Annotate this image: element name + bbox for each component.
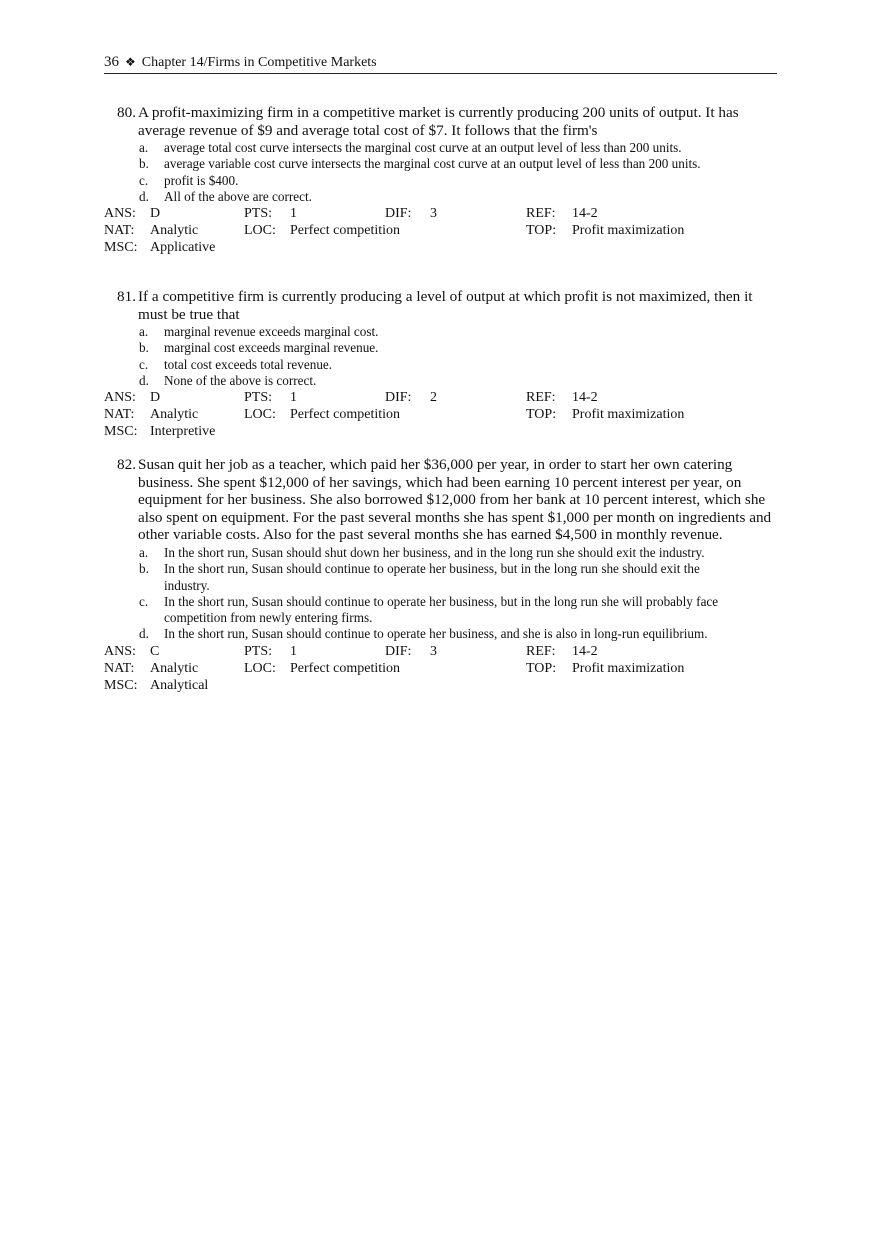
loc-value: Perfect competition [290,407,401,423]
choice-letter: b. [139,340,149,356]
ans-label: ANS: [104,643,136,659]
question-stem [104,456,776,544]
choice-a [104,324,776,340]
dif-label: DIF: [385,206,412,222]
choice-text: None of the above is correct. [164,373,317,389]
meta-row-1 [104,643,776,660]
choice-c [104,357,776,373]
pts-label: PTS: [244,206,273,222]
choice-c [104,173,776,189]
answer-choices [104,545,776,643]
dif-value: 3 [430,643,437,659]
choice-text: marginal cost exceeds marginal revenue. [164,340,379,356]
question-metadata [104,643,776,694]
meta-row-3 [104,239,776,256]
meta-row-1 [104,205,776,222]
choice-letter: a. [139,140,149,156]
question-stem [104,104,776,139]
loc-label: LOC: [244,660,276,676]
choice-d [104,626,776,642]
ref-label: REF: [526,643,556,659]
question-metadata [104,205,776,256]
choice-text: In the short run, Susan should continue to operate her business, and she is also in long-run equilibrium. [164,626,708,642]
ans-label: ANS: [104,206,136,222]
pts-value: 1 [290,643,297,659]
choice-d [104,189,776,205]
question-82 [104,456,776,694]
nat-value: Analytic [150,223,199,239]
loc-value: Perfect competition [290,660,401,676]
pts-label: PTS: [244,643,273,659]
choice-d [104,373,776,389]
ref-label: REF: [526,206,556,222]
page-number: 36 [104,54,119,70]
top-value: Profit maximization [572,407,685,423]
ans-value: D [150,206,161,222]
question-number: 82. [117,456,136,473]
question-text: Susan quit her job as a teacher, which paid her $36,000 per year, in order to start her own catering business. She spent $12,000 of her savings, which had been earning 10 percent interest per year, on equipment for her business. She also borrowed $12,000 from her bank at 10 percent interest, which she also spent on equipment. For the past several months she has spent $1,000 per month on ingredients and other variable costs. Also for the past several months she has earned $4,500 in monthly revenue. [138,456,772,544]
ans-value: C [150,643,160,659]
diamond-separator-icon: ❖ [125,55,136,69]
meta-row-3 [104,423,776,440]
choice-text: profit is $400. [164,172,239,188]
ref-label: REF: [526,390,556,406]
choice-letter: d. [139,189,149,205]
question-metadata [104,389,776,440]
choice-letter: b. [139,156,149,172]
choice-letter: c. [139,356,149,372]
choice-letter: d. [139,373,149,389]
choice-letter: a. [139,324,149,340]
choice-text: total cost exceeds total revenue. [164,356,333,372]
choice-text: In the short run, Susan should continue to operate her business, but in the long run she will probably face competition from newly entering firms. [164,593,719,626]
pts-value: 1 [290,390,297,406]
choice-b [104,340,776,356]
msc-value: Applicative [150,240,216,256]
choice-c [104,594,776,627]
msc-value: Interpretive [150,424,216,440]
choice-text: average total cost curve intersects the marginal cost curve at an output level of less than 200 units. [164,140,682,156]
top-label: TOP: [526,223,557,239]
ref-value: 14-2 [572,390,598,406]
choice-a [104,545,776,561]
nat-value: Analytic [150,660,199,676]
question-number: 80. [117,104,136,121]
top-label: TOP: [526,407,557,423]
meta-row-2 [104,660,776,677]
ans-label: ANS: [104,390,136,406]
pts-label: PTS: [244,390,273,406]
choice-text: marginal revenue exceeds marginal cost. [164,324,379,340]
meta-row-1 [104,389,776,406]
top-value: Profit maximization [572,223,685,239]
choice-text: All of the above are correct. [164,189,312,205]
ref-value: 14-2 [572,206,598,222]
choice-text: In the short run, Susan should shut down her business, and in the long run she should exit the industry. [164,544,705,560]
choice-b [104,156,776,172]
dif-label: DIF: [385,643,412,659]
choice-letter: d. [139,626,149,642]
question-text: A profit-maximizing firm in a competitive market is currently producing 200 units of output. It has average revenue of $9 and average total cost of $7. It follows that the firm's [138,104,739,139]
top-label: TOP: [526,660,557,676]
choice-text: In the short run, Susan should continue to operate her business, but in the long run she should exit the industry. [164,561,700,593]
dif-value: 3 [430,206,437,222]
question-number: 81. [117,288,136,305]
choice-letter: c. [139,172,149,188]
question-stem [104,288,776,323]
nat-label: NAT: [104,407,135,423]
meta-row-2 [104,406,776,423]
ref-value: 14-2 [572,643,598,659]
chapter-title: Chapter 14/Firms in Competitive Markets [141,55,377,70]
choice-b [104,561,776,594]
answer-choices [104,324,776,389]
choice-a [104,140,776,156]
nat-value: Analytic [150,407,199,423]
loc-value: Perfect competition [290,223,401,239]
msc-label: MSC: [104,677,138,693]
dif-label: DIF: [385,390,412,406]
meta-row-3 [104,677,776,694]
loc-label: LOC: [244,407,276,423]
page-header [104,53,777,74]
top-value: Profit maximization [572,660,685,676]
answer-choices [104,140,776,205]
choice-letter: b. [139,561,149,577]
meta-row-2 [104,222,776,239]
ans-value: D [150,390,161,406]
pts-value: 1 [290,206,297,222]
msc-value: Analytical [150,677,209,693]
dif-value: 2 [430,390,437,406]
msc-label: MSC: [104,424,138,440]
msc-label: MSC: [104,240,138,256]
choice-letter: c. [139,593,149,609]
loc-label: LOC: [244,223,276,239]
nat-label: NAT: [104,223,135,239]
question-80 [104,104,776,256]
question-text: If a competitive firm is currently producing a level of output at which profit is not maximized, then it must be true that [138,288,753,323]
nat-label: NAT: [104,660,135,676]
choice-letter: a. [139,544,149,560]
choice-text: average variable cost curve intersects the marginal cost curve at an output level of less than 200 units. [164,156,701,172]
question-81 [104,288,776,440]
